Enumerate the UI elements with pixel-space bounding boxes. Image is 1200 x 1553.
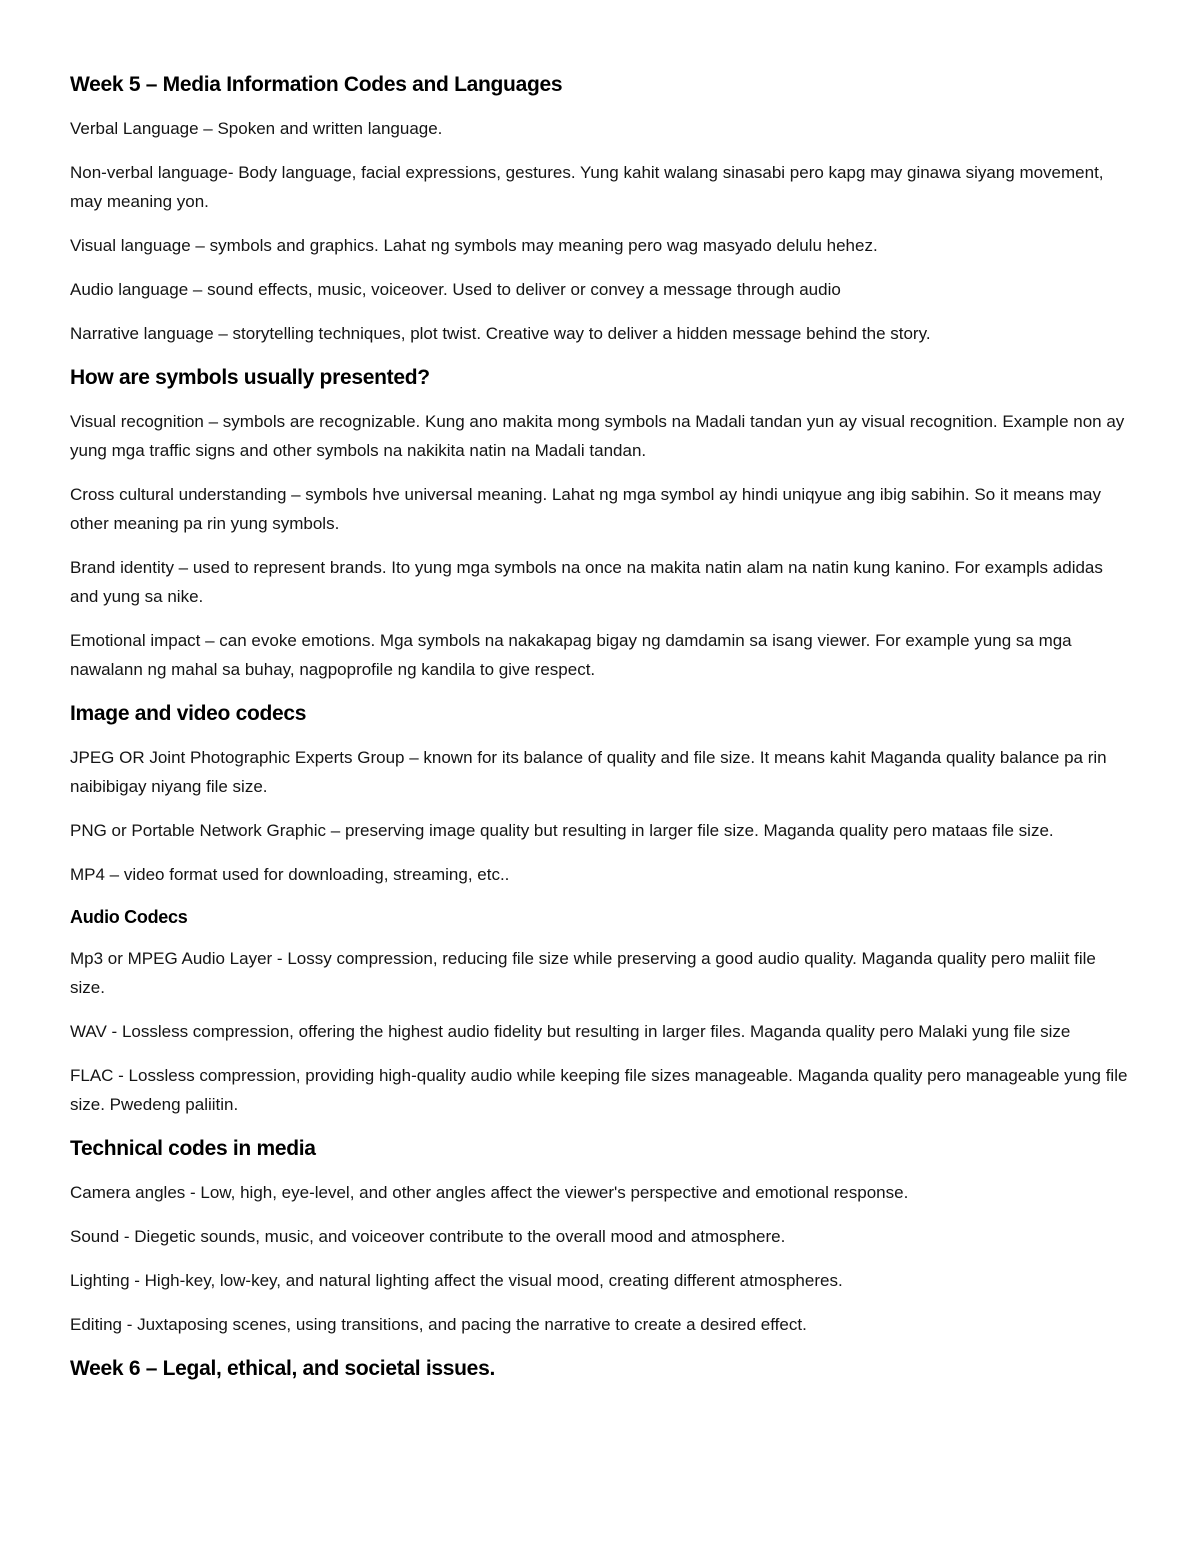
paragraph-mp4: MP4 – video format used for downloading, streaming, etc.. [70,865,510,884]
paragraph-audio-language: Audio language – sound effects, music, voiceover. Used to deliver or convey a message through audio [70,280,841,299]
week5-heading: Week 5 – Media Information Codes and Languages [70,73,563,96]
paragraph-png: PNG or Portable Network Graphic – preserving image quality but resulting in larger file size. Maganda quality pero mataas file size. [70,821,1054,840]
week6-heading: Week 6 – Legal, ethical, and societal issues. [70,1357,495,1380]
paragraph-mp3: Mp3 or MPEG Audio Layer - Lossy compression, reducing file size while preserving a good audio quality. Maganda quality pero maliit file size. [70,949,1096,997]
audio-codecs-heading: Audio Codecs [70,907,188,927]
paragraph-flac: FLAC - Lossless compression, providing high-quality audio while keeping file sizes manageable. Maganda quality pero manageable yung file size. Pwedeng paliitin. [70,1066,1128,1114]
paragraph-narrative-language: Narrative language – storytelling techniques, plot twist. Creative way to deliver a hidden message behind the story. [70,324,931,343]
paragraph-lighting: Lighting - High-key, low-key, and natural lighting affect the visual mood, creating different atmospheres. [70,1271,843,1290]
technical-codes-heading: Technical codes in media [70,1137,316,1160]
symbols-heading: How are symbols usually presented? [70,366,430,389]
paragraph-camera-angles: Camera angles - Low, high, eye-level, and other angles affect the viewer's perspective and emotional response. [70,1183,909,1202]
paragraph-wav: WAV - Lossless compression, offering the highest audio fidelity but resulting in larger files. Maganda quality pero Malaki yung file size [70,1022,1071,1041]
paragraph-editing: Editing - Juxtaposing scenes, using transitions, and pacing the narrative to create a desired effect. [70,1315,807,1334]
paragraph-visual-language: Visual language – symbols and graphics. Lahat ng symbols may meaning pero wag masyado delulu hehez. [70,236,878,255]
paragraph-emotional-impact: Emotional impact – can evoke emotions. Mga symbols na nakakapag bigay ng damdamin sa isang viewer. For example yung sa mga nawalann ng mahal sa buhay, nagpoprofile ng kandila to give respect. [70,631,1072,679]
paragraph-sound: Sound - Diegetic sounds, music, and voiceover contribute to the overall mood and atmosphere. [70,1227,786,1246]
image-video-codecs-heading: Image and video codecs [70,702,307,725]
paragraph-verbal-language: Verbal Language – Spoken and written language. [70,119,443,138]
paragraph-visual-recognition: Visual recognition – symbols are recognizable. Kung ano makita mong symbols na Madali tandan yun ay visual recognition. Example non ay yung mga traffic signs and other symbols na nakikita natin na Madali tandan. [70,412,1125,460]
paragraph-brand-identity: Brand identity – used to represent brands. Ito yung mga symbols na once na makita natin alam na natin kung kanino. For exampls adidas and yung sa nike. [70,558,1103,606]
paragraph-jpeg: JPEG OR Joint Photographic Experts Group – known for its balance of quality and file size. It means kahit Maganda quality balance pa rin naibibigay niyang file size. [70,748,1107,796]
paragraph-nonverbal-language: Non-verbal language- Body language, facial expressions, gestures. Yung kahit walang sinasabi pero kapg may ginawa siyang movement, may meaning yon. [70,163,1104,211]
paragraph-cross-cultural: Cross cultural understanding – symbols hve universal meaning. Lahat ng mga symbol ay hindi uniqyue ang ibig sabihin. So it means may other meaning pa rin yung symbols. [70,485,1101,533]
